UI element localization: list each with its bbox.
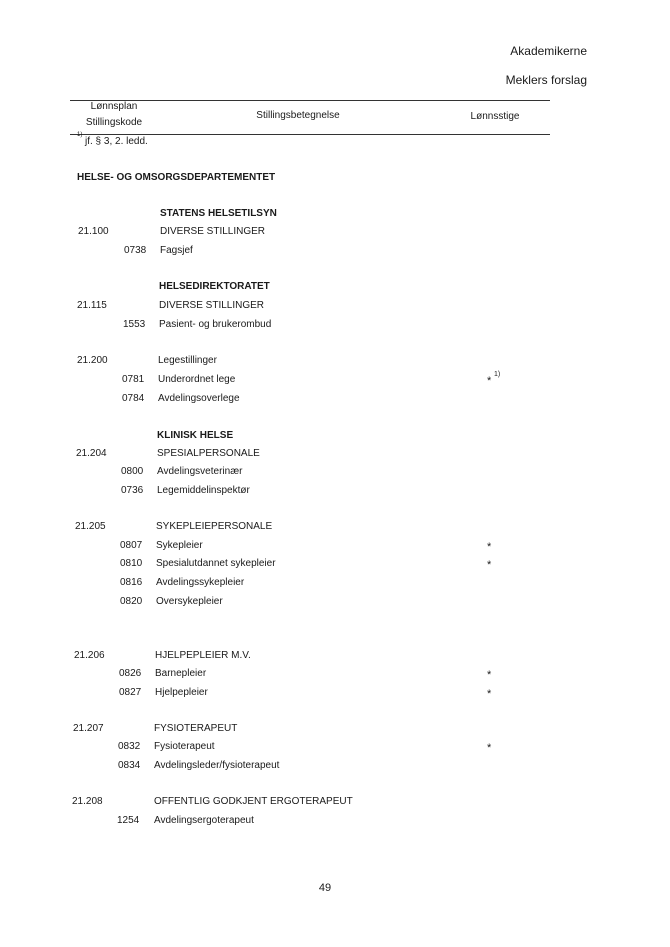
row-stillingsbetegnelse: Hjelpepleier bbox=[155, 687, 208, 698]
footnote-marker: 1) bbox=[77, 132, 83, 138]
row-stillingskode: 0784 bbox=[122, 393, 145, 404]
row-stillingskode: 0800 bbox=[121, 466, 144, 477]
row-stillingsbetegnelse: DIVERSE STILLINGER bbox=[160, 226, 266, 237]
col-header-lonnsplan: Lønnsplan bbox=[90, 101, 138, 112]
row-stillingskode: 0832 bbox=[118, 741, 141, 752]
row-stillingsbetegnelse: Avdelingsoverlege bbox=[158, 393, 240, 404]
row-stillingskode: 0816 bbox=[120, 577, 143, 588]
row-stillingsbetegnelse: Legestillinger bbox=[158, 355, 217, 366]
document-subtitle: Meklers forslag bbox=[505, 73, 587, 87]
row-stillingskode: 0736 bbox=[121, 485, 144, 496]
row-stillingsbetegnelse: SPESIALPERSONALE bbox=[157, 448, 260, 459]
row-stillingsbetegnelse: Oversykepleier bbox=[156, 596, 223, 607]
row-stillingsbetegnelse: Legemiddelinspektør bbox=[157, 485, 250, 496]
row-lonnsplan: 21.204 bbox=[76, 448, 107, 459]
row-lonnsstige-star: * bbox=[487, 688, 492, 700]
department-heading: HELSE- OG OMSORGSDEPARTEMENTET bbox=[77, 172, 276, 183]
row-stillingskode: 0820 bbox=[120, 596, 143, 607]
row-lonnsplan: 21.206 bbox=[74, 650, 105, 661]
col-header-lonnsstige: Lønnsstige bbox=[470, 111, 520, 122]
col-header-stillingskode: Stillingskode bbox=[85, 117, 143, 128]
row-lonnsplan: 21.115 bbox=[77, 300, 107, 311]
row-stillingsbetegnelse: Underordnet lege bbox=[158, 374, 236, 385]
row-stillingskode: 0834 bbox=[118, 760, 141, 771]
footnote-text: jf. § 3, 2. ledd. bbox=[85, 136, 148, 147]
row-stillingsbetegnelse: Spesialutdannet sykepleier bbox=[156, 558, 276, 569]
row-lonnsplan: 21.207 bbox=[73, 723, 104, 734]
row-stillingskode: 1553 bbox=[123, 319, 146, 330]
row-stillingsbetegnelse: Avdelingsleder/fysioterapeut bbox=[154, 760, 280, 771]
row-stillingsbetegnelse: OFFENTLIG GODKJENT ERGOTERAPEUT bbox=[154, 796, 353, 807]
row-stillingskode: 0826 bbox=[119, 668, 142, 679]
section-heading: STATENS HELSETILSYN bbox=[160, 208, 277, 219]
row-stillingsbetegnelse: HJELPEPLEIER M.V. bbox=[155, 650, 251, 661]
row-stillingsbetegnelse: SYKEPLEIEPERSONALE bbox=[156, 521, 273, 532]
section-heading: KLINISK HELSE bbox=[157, 430, 234, 441]
row-stillingsbetegnelse: Fagsjef bbox=[160, 245, 193, 256]
row-stillingsbetegnelse: Fysioterapeut bbox=[154, 741, 215, 752]
row-stillingsbetegnelse: Barnepleier bbox=[155, 668, 207, 679]
row-stillingsbetegnelse: DIVERSE STILLINGER bbox=[159, 300, 265, 311]
row-stillingskode: 0781 bbox=[122, 374, 145, 385]
row-stillingsbetegnelse: Avdelingsveterinær bbox=[157, 466, 243, 477]
row-stillingskode: 0810 bbox=[120, 558, 143, 569]
row-stillingskode: 0738 bbox=[124, 245, 147, 256]
row-lonnsstige-footnote-ref: 1) bbox=[494, 371, 501, 378]
row-stillingsbetegnelse: Avdelingsergoterapeut bbox=[154, 815, 254, 826]
row-stillingsbetegnelse: Sykepleier bbox=[156, 540, 203, 551]
row-lonnsstige-star: * bbox=[487, 541, 492, 553]
row-stillingsbetegnelse: FYSIOTERAPEUT bbox=[154, 723, 238, 734]
section-heading: HELSEDIREKTORATET bbox=[159, 281, 270, 292]
row-lonnsstige-star: * bbox=[487, 559, 492, 571]
row-lonnsplan: 21.100 bbox=[78, 226, 109, 237]
document-org: Akademikerne bbox=[510, 44, 587, 58]
row-stillingskode: 0807 bbox=[120, 540, 143, 551]
row-lonnsplan: 21.200 bbox=[77, 355, 108, 366]
row-stillingsbetegnelse: Avdelingssykepleier bbox=[156, 577, 245, 588]
page-number: 49 bbox=[318, 882, 332, 894]
row-lonnsplan: 21.208 bbox=[72, 796, 103, 807]
row-lonnsstige-star: * bbox=[487, 375, 492, 387]
col-header-stillingsbetegnelse: Stillingsbetegnelse bbox=[256, 110, 340, 121]
row-stillingsbetegnelse: Pasient- og brukerombud bbox=[159, 319, 272, 330]
row-lonnsstige-star: * bbox=[487, 669, 492, 681]
table-bottom-rule bbox=[70, 134, 550, 135]
row-stillingskode: 0827 bbox=[119, 687, 142, 698]
row-lonnsstige-star: * bbox=[487, 742, 492, 754]
row-lonnsplan: 21.205 bbox=[75, 521, 106, 532]
row-stillingskode: 1254 bbox=[117, 815, 140, 826]
